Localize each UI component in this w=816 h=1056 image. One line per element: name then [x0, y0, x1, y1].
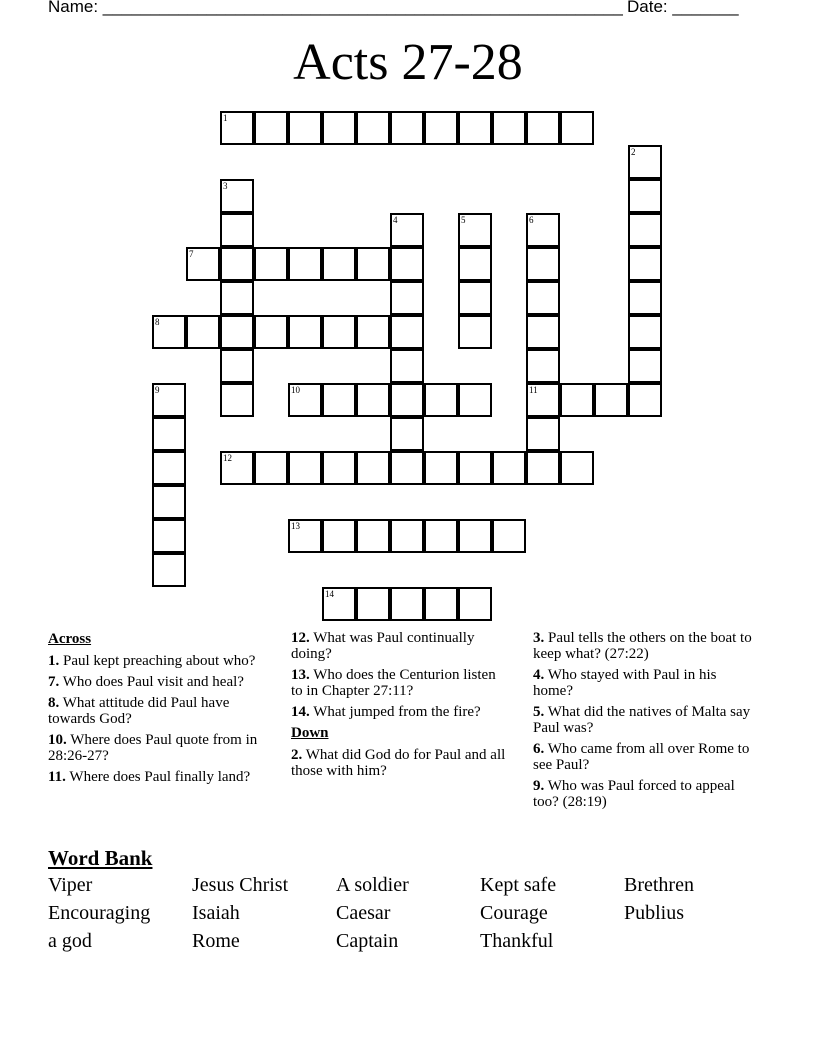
- crossword-cell[interactable]: [390, 349, 424, 383]
- word-bank-item: Courage: [480, 902, 548, 924]
- word-bank-item: Captain: [336, 930, 399, 952]
- crossword-cell[interactable]: [152, 315, 186, 349]
- cell-number: 10: [291, 385, 300, 395]
- crossword-cell[interactable]: [220, 451, 254, 485]
- clue-down-2: 2. What did God do for Paul and all those with him?: [291, 747, 506, 779]
- crossword-cell[interactable]: [526, 247, 560, 281]
- clues-column-3: [533, 630, 753, 815]
- crossword-cell[interactable]: [390, 587, 424, 621]
- crossword-cell[interactable]: [458, 587, 492, 621]
- crossword-cell[interactable]: [424, 519, 458, 553]
- word-bank-item: Rome: [192, 930, 240, 952]
- cell-number: 9: [155, 385, 160, 395]
- crossword-cell[interactable]: [390, 247, 424, 281]
- crossword-cell[interactable]: [526, 349, 560, 383]
- cell-number: 5: [461, 215, 466, 225]
- word-bank-item: a god: [48, 930, 92, 952]
- crossword-cell[interactable]: [526, 451, 560, 485]
- crossword-cell[interactable]: [220, 383, 254, 417]
- crossword-cell[interactable]: [254, 315, 288, 349]
- crossword-cell[interactable]: [628, 179, 662, 213]
- crossword-cell[interactable]: [390, 519, 424, 553]
- word-bank-item: Brethren: [624, 874, 694, 896]
- crossword-cell[interactable]: [424, 111, 458, 145]
- crossword-cell[interactable]: [288, 519, 322, 553]
- crossword-cell[interactable]: [628, 145, 662, 179]
- crossword-cell[interactable]: [628, 247, 662, 281]
- crossword-cell[interactable]: [526, 315, 560, 349]
- word-bank-item: Encouraging: [48, 902, 151, 924]
- crossword-cell[interactable]: [254, 247, 288, 281]
- word-bank-title: Word Bank: [48, 846, 153, 870]
- crossword-cell[interactable]: [424, 587, 458, 621]
- crossword-cell[interactable]: [628, 281, 662, 315]
- crossword-cell[interactable]: [424, 451, 458, 485]
- crossword-cell[interactable]: [220, 281, 254, 315]
- word-bank-item: Publius: [624, 902, 685, 924]
- crossword-cell[interactable]: [424, 383, 458, 417]
- crossword-cell[interactable]: [220, 111, 254, 145]
- clue-across-8: 8. What attitude did Paul have towards God?: [48, 695, 230, 727]
- crossword-cell[interactable]: [458, 383, 492, 417]
- crossword-cell[interactable]: [356, 587, 390, 621]
- crossword-cell[interactable]: [492, 111, 526, 145]
- cell-number: 4: [393, 215, 398, 225]
- crossword-cell[interactable]: [152, 383, 186, 417]
- clue-down-6: 6. Who came from all over Rome to see Paul?: [533, 741, 750, 773]
- crossword-cell[interactable]: [492, 451, 526, 485]
- crossword-cell[interactable]: [356, 315, 390, 349]
- crossword-cell[interactable]: [322, 315, 356, 349]
- crossword-cell[interactable]: [152, 485, 186, 519]
- crossword-cell[interactable]: [560, 383, 594, 417]
- crossword-cell[interactable]: [288, 451, 322, 485]
- crossword-cell[interactable]: [322, 587, 356, 621]
- crossword-cell[interactable]: [628, 383, 662, 417]
- clue-down-3: 3. Paul tells the others on the boat to keep what? (27:22): [533, 630, 752, 662]
- crossword-cell[interactable]: [560, 451, 594, 485]
- crossword-cell[interactable]: [356, 451, 390, 485]
- clue-down-4: 4. Who stayed with Paul in his home?: [533, 667, 717, 699]
- crossword-cell[interactable]: [628, 349, 662, 383]
- crossword-cell[interactable]: [356, 519, 390, 553]
- crossword-cell[interactable]: [594, 383, 628, 417]
- clue-across-1: 1. Paul kept preaching about who?: [48, 653, 256, 669]
- cell-number: 6: [529, 215, 534, 225]
- crossword-cell[interactable]: [322, 247, 356, 281]
- word-bank-item: Jesus Christ: [192, 874, 289, 896]
- crossword-cell[interactable]: [220, 349, 254, 383]
- clue-across-7: 7. Who does Paul visit and heal?: [48, 674, 244, 690]
- crossword-cell[interactable]: [390, 417, 424, 451]
- crossword-cell[interactable]: [220, 213, 254, 247]
- clue-across-13: 13. Who does the Centurion listen to in Chapter 27:11?: [291, 667, 496, 699]
- crossword-cell[interactable]: [390, 451, 424, 485]
- crossword-cell[interactable]: [288, 111, 322, 145]
- crossword-cell[interactable]: [254, 451, 288, 485]
- crossword-cell[interactable]: [526, 281, 560, 315]
- cell-number: 14: [325, 589, 334, 599]
- crossword-cell[interactable]: [322, 451, 356, 485]
- crossword-cell[interactable]: [390, 111, 424, 145]
- across-heading: Across: [48, 631, 92, 647]
- date-line: Date: _______: [627, 0, 739, 16]
- word-bank-item: Kept safe: [480, 874, 557, 896]
- crossword-cell[interactable]: [458, 315, 492, 349]
- crossword-cell[interactable]: [322, 111, 356, 145]
- word-bank-item: Isaiah: [192, 902, 240, 924]
- cell-number: 7: [189, 249, 194, 259]
- page-title: Acts 27-28: [293, 34, 523, 91]
- crossword-cell[interactable]: [628, 315, 662, 349]
- clue-across-14: 14. What jumped from the fire?: [291, 704, 481, 720]
- crossword-cell[interactable]: [152, 519, 186, 553]
- crossword-cell[interactable]: [288, 383, 322, 417]
- cell-number: 1: [223, 113, 228, 123]
- crossword-cell[interactable]: [390, 213, 424, 247]
- crossword-cell[interactable]: [526, 111, 560, 145]
- crossword-cell[interactable]: [390, 315, 424, 349]
- word-bank-item: Thankful: [480, 930, 554, 952]
- crossword-cell[interactable]: [458, 247, 492, 281]
- clue-down-5: 5. What did the natives of Malta say Paul was?: [533, 704, 751, 736]
- crossword-cell[interactable]: [458, 451, 492, 485]
- crossword-cell[interactable]: [628, 213, 662, 247]
- crossword-cell[interactable]: [526, 213, 560, 247]
- word-bank-item: A soldier: [336, 874, 409, 896]
- cell-number: 11: [529, 385, 538, 395]
- clues-column-2: [291, 630, 511, 784]
- crossword-cell[interactable]: [526, 383, 560, 417]
- word-bank-item: Caesar: [336, 902, 391, 924]
- crossword-cell[interactable]: [186, 315, 220, 349]
- cell-number: 13: [291, 521, 300, 531]
- crossword-cell[interactable]: [288, 315, 322, 349]
- clue-across-12: 12. What was Paul continually doing?: [291, 630, 475, 662]
- word-bank: [48, 873, 768, 954]
- crossword-cell[interactable]: [390, 383, 424, 417]
- crossword-cell[interactable]: [186, 247, 220, 281]
- cell-number: 8: [155, 317, 160, 327]
- crossword-cell[interactable]: [288, 247, 322, 281]
- crossword-cell[interactable]: [390, 281, 424, 315]
- crossword-cell[interactable]: [152, 417, 186, 451]
- crossword-cell[interactable]: [356, 111, 390, 145]
- crossword-cell[interactable]: [458, 281, 492, 315]
- crossword-cell[interactable]: [152, 451, 186, 485]
- crossword-cell[interactable]: [220, 315, 254, 349]
- cell-number: 12: [223, 453, 232, 463]
- cell-number: 3: [223, 181, 228, 191]
- name-line: Name: _______________________________________________________: [48, 0, 623, 16]
- crossword-cell[interactable]: [322, 519, 356, 553]
- crossword-cell[interactable]: [458, 213, 492, 247]
- crossword-cell[interactable]: [254, 111, 288, 145]
- word-bank-item: Viper: [48, 874, 93, 896]
- down-heading: Down: [291, 725, 329, 741]
- cell-number: 2: [631, 147, 636, 157]
- clue-across-11: 11. Where does Paul finally land?: [48, 769, 251, 785]
- clue-across-10: 10. Where does Paul quote from in 28:26-27?: [48, 732, 258, 764]
- crossword-cell[interactable]: [458, 519, 492, 553]
- crossword-cell[interactable]: [492, 519, 526, 553]
- crossword-cell[interactable]: [458, 111, 492, 145]
- crossword-cell[interactable]: [356, 247, 390, 281]
- crossword-cell[interactable]: [356, 383, 390, 417]
- crossword-cell[interactable]: [322, 383, 356, 417]
- clue-down-9: 9. Who was Paul forced to appeal too? (28:19): [533, 778, 735, 810]
- crossword-cell[interactable]: [560, 111, 594, 145]
- crossword-cell[interactable]: [526, 417, 560, 451]
- crossword-cell[interactable]: [152, 553, 186, 587]
- clues-column-1: [48, 630, 268, 790]
- crossword-cell[interactable]: [220, 247, 254, 281]
- crossword-cell[interactable]: [220, 179, 254, 213]
